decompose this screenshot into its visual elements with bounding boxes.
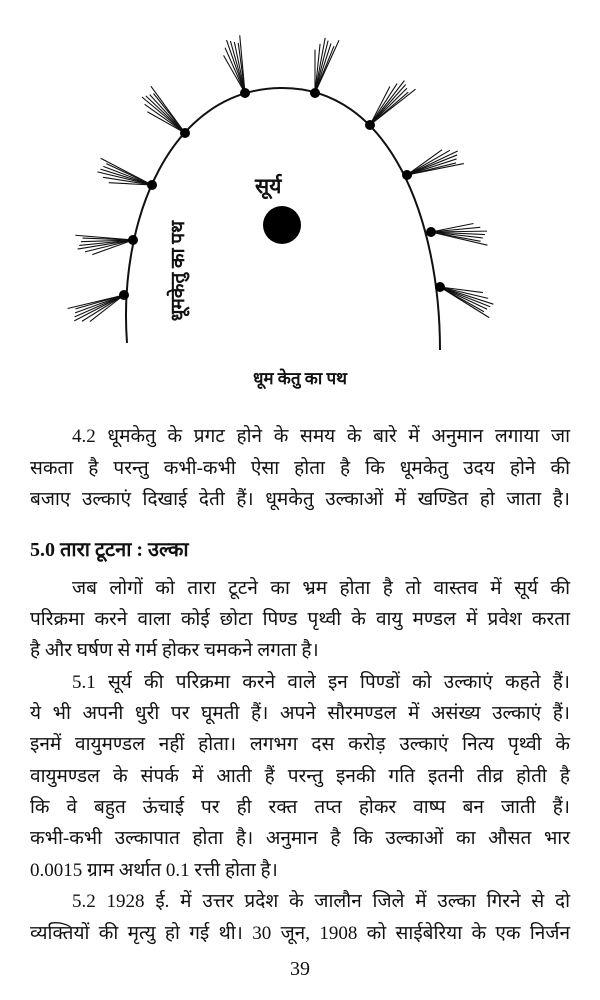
comet-head: [128, 235, 138, 245]
text-line: सकता है परन्तु कभी-कभी ऐसा होता है कि धूमकेतु उदय होने की: [30, 458, 570, 479]
text-line: 0.0015 ग्राम अर्थात 0.1 रत्ती होता है।: [30, 860, 278, 881]
comet: [224, 35, 250, 98]
comet-head: [426, 227, 436, 237]
comet: [97, 158, 157, 190]
text-line: कि वे बहुत ऊंचाई पर ही रक्त तप्त होकर वाष्प बन जाती हैं।: [30, 797, 570, 818]
text-line: इनमें वायुमण्डल नहीं होता। लगभग दस करोड़ उल्काएं नित्य पृथ्वी के: [30, 734, 570, 755]
comet-head: [240, 88, 250, 98]
comet-head: [180, 128, 190, 138]
comet: [402, 150, 464, 180]
sun-label: सूर्य: [255, 174, 282, 198]
text-line: बजाए उल्काएं दिखाई देती हैं। धूमकेतु उल्काओं में खण्डित हो जाता है।: [30, 489, 570, 510]
text-line: ये भी अपनी धुरी पर घूमती हैं। अपने सौरमण्डल में असंख्य उल्काएं हैं।: [30, 703, 570, 724]
text-line: वायुमण्डल के संपर्क में आती हैं परन्तु इनकी गति इतनी तीव्र होती है: [30, 766, 570, 787]
text-line: 5.2 1928 ई. में उत्तर प्रदेश के जालौन जिले में उल्का गिरने से दो: [72, 891, 570, 912]
comet: [426, 223, 487, 245]
comet-head: [435, 282, 445, 292]
comet-path-diagram: [0, 0, 600, 360]
section-heading: 5.0 तारा टूटना : उल्का: [30, 539, 189, 561]
comet-head: [119, 290, 129, 300]
comet-head: [147, 180, 157, 190]
comet-head: [365, 120, 375, 130]
text-line: व्यक्तियों की मृत्यु हो गई थी। 30 जून, 1908 को साईबेरिया के एक निर्जन: [30, 923, 570, 944]
comet: [365, 81, 416, 130]
comet: [75, 235, 138, 255]
comet-path-label: धूमकेतु का पथ: [168, 220, 189, 322]
text-line: 5.1 सूर्य की परिक्रमा करने वाले इन पिण्डों को उल्काएं कहते हैं।: [72, 672, 570, 693]
text-line: परिक्रमा करने वाला कोई छोटा पिण्ड पृथ्वी के वायु मण्डल में प्रवेश करता: [30, 609, 570, 630]
comet: [142, 86, 190, 138]
sun: [263, 206, 301, 244]
comet: [435, 282, 493, 318]
diagram-caption: धूम केतु का पथ: [252, 369, 348, 388]
page-number: 39: [290, 958, 310, 980]
comet-head: [310, 88, 320, 98]
text-line: 4.2 धूमकेतु के प्रगट होने के समय के बारे में अनुमान लगाया जा: [72, 426, 570, 447]
text-line: कभी-कभी उल्कापात होता है। अनुमान है कि उल्काओं का औसत भार: [30, 828, 570, 849]
comet: [310, 38, 339, 98]
text-line: है और घर्षण से गर्म होकर चमकने लगता है।: [30, 640, 319, 661]
comet-head: [402, 170, 412, 180]
comet: [68, 290, 129, 322]
text-line: जब लोगों को तारा टूटने का भ्रम होता है तो वास्तव में सूर्य की: [72, 578, 570, 599]
